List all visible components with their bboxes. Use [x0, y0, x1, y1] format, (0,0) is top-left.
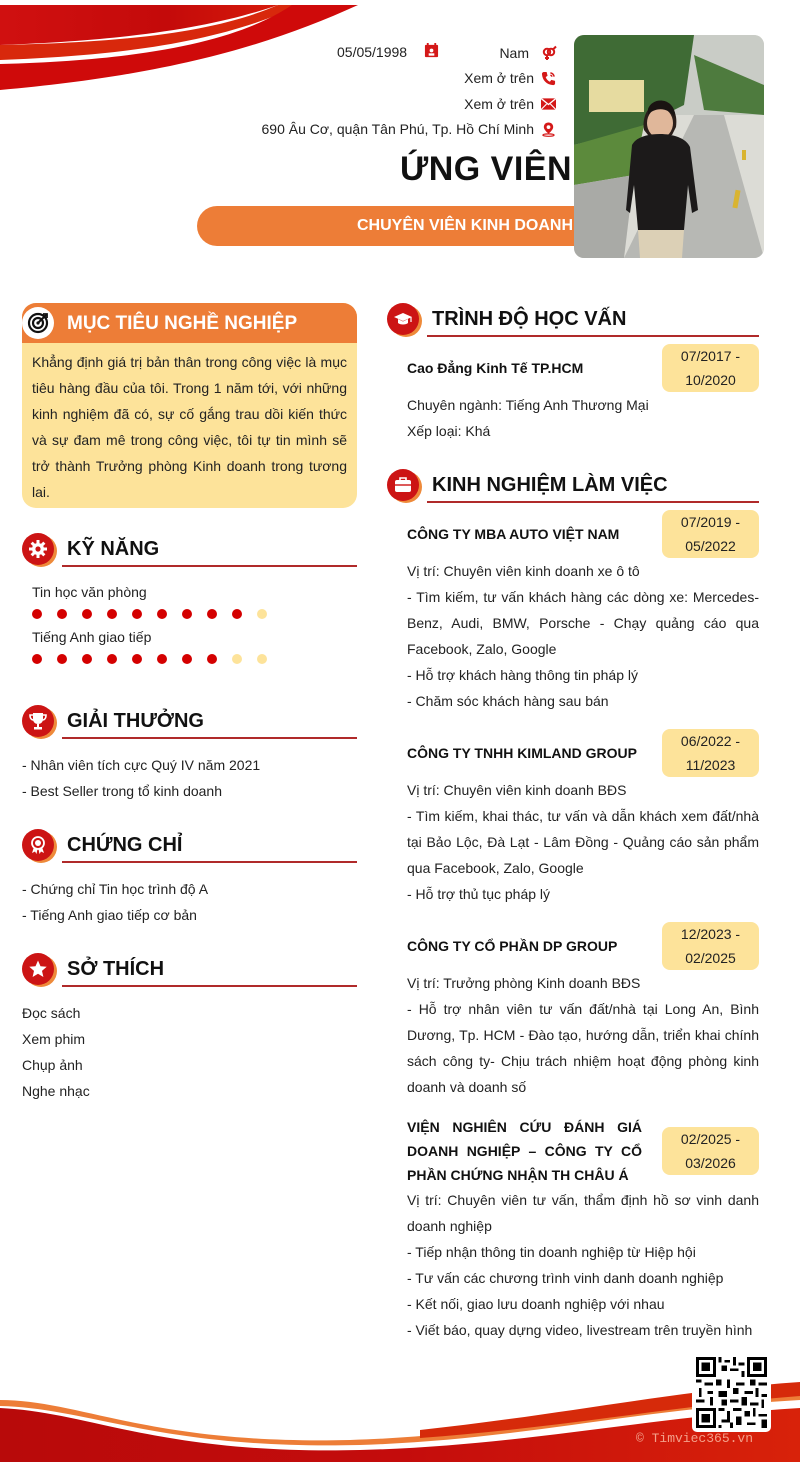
awards-header [22, 705, 357, 745]
certificate-item: - Chứng chỉ Tin học trình độ A [22, 881, 209, 897]
phone-field [464, 68, 556, 88]
rating-dot-filled [107, 609, 117, 619]
envelope-icon [540, 96, 556, 112]
date-end: 02/2025 [685, 950, 736, 966]
rating-dot-filled [82, 609, 92, 619]
gender-value: Nam [499, 45, 529, 61]
qr-code [692, 1353, 771, 1432]
date-badge [662, 1127, 759, 1175]
map-pin-icon [540, 121, 556, 137]
email-field [464, 94, 556, 114]
school-name: Cao Đẳng Kinh Tế TP.HCM [407, 360, 584, 376]
section-divider [62, 737, 357, 739]
certificates-header [22, 829, 357, 869]
rating-dot-empty [232, 654, 242, 664]
calendar-icon [424, 43, 439, 61]
job-title-banner [197, 206, 585, 246]
award-item: - Nhân viên tích cực Quý IV năm 2021 [22, 757, 261, 773]
rating-dot-filled [32, 654, 42, 664]
job-line: Vị trí: Chuyên viên kinh doanh BĐS [407, 782, 627, 798]
copyright-text: © Timviec365.vn [636, 1431, 754, 1446]
address-value: 690 Âu Cơ, quận Tân Phú, Tp. Hồ Chí Minh [261, 121, 534, 137]
rating-dot-filled [132, 609, 142, 619]
section-divider [427, 501, 759, 503]
job-title: CHUYÊN VIÊN KINH DOANH [356, 217, 573, 234]
rating-dot-filled [207, 609, 217, 619]
hobby-item: Xem phim [22, 1031, 86, 1047]
section-divider [62, 861, 357, 863]
rating-dot-filled [182, 654, 192, 664]
award-item: - Best Seller trong tổ kinh doanh [22, 783, 223, 799]
date-start: 02/2025 - [680, 1131, 741, 1147]
hobby-item: Đọc sách [22, 1005, 81, 1021]
trophy-icon [22, 705, 54, 737]
rating-dot-filled [207, 654, 217, 664]
phone-icon [540, 70, 556, 86]
rating-dot-filled [157, 609, 167, 619]
skill-rating [32, 609, 267, 619]
gender-field [499, 43, 557, 63]
date-badge [662, 344, 759, 392]
education-title: TRÌNH ĐỘ HỌC VẤN [432, 308, 627, 330]
gender-icon [541, 45, 557, 61]
dob-field [337, 43, 439, 61]
job-line: - Tư vấn các chương trình vinh danh doanh nghiệp [407, 1270, 724, 1286]
job-line: - Hỗ trợ khách hàng thông tin pháp lý [407, 667, 638, 683]
rating-dot-filled [157, 654, 167, 664]
skill-label: Tiếng Anh giao tiếp [32, 629, 152, 645]
hobbies-title: SỞ THÍCH [67, 958, 165, 980]
job-line: - Hỗ trợ thủ tục pháp lý [407, 886, 551, 902]
education-line: Xếp loại: Khá [407, 423, 491, 439]
career-objective-section [22, 303, 357, 508]
certificate-item: - Tiếng Anh giao tiếp cơ bản [22, 907, 197, 923]
experience-title: KINH NGHIỆM LÀM VIỆC [432, 474, 668, 496]
rating-dot-filled [57, 609, 67, 619]
hobbies-header [22, 953, 357, 993]
date-start: 07/2017 - [680, 348, 741, 364]
profile-photo [574, 35, 764, 258]
target-icon [22, 307, 54, 339]
job-details [407, 558, 759, 714]
date-start: 12/2023 - [680, 926, 741, 942]
skill-label: Tin học văn phòng [32, 584, 147, 600]
rating-dot-filled [32, 609, 42, 619]
job-line: - Hỗ trợ nhân viên tư vấn đất/nhà tại Long An, Bình Dương, Tp. HCM - Đào tạo, hướng dẫn, triển khai chính sách công ty- Chịu trách nhiệm hoạt động phòng kinh doanh và doanh số [407, 1001, 759, 1095]
bottom-wave-decoration [0, 1360, 800, 1462]
job-line: - Kết nối, giao lưu doanh nghiệp với nhau [407, 1296, 665, 1312]
profile-photo-illustration [574, 35, 764, 258]
gear-icon [22, 533, 54, 565]
job-line: - Tìm kiếm, khai thác, tư vấn và dẫn khách xem đất/nhà tại Bảo Lộc, Đà Lạt - Lâm Đồng - Quảng cáo sản phẩm qua Facebook, Zalo, Google [407, 808, 759, 876]
job-line: Vị trí: Chuyên viên kinh doanh xe ô tô [407, 563, 640, 579]
job-line: - Tiếp nhận thông tin doanh nghiệp từ Hiệp hội [407, 1244, 696, 1260]
education-header [387, 303, 759, 343]
date-end: 05/2022 [685, 538, 736, 554]
company-name: CÔNG TY CỔ PHẦN DP GROUP [407, 938, 618, 954]
graduation-cap-icon [387, 303, 419, 335]
job-line: - Tìm kiếm, tư vấn khách hàng các dòng xe: Mercedes-Benz, Audi, BMW, Porsche - Chạy quảng cáo qua Facebook, Zalo, Google [407, 589, 759, 657]
career-objective-text: Khẳng định giá trị bản thân trong công việc là mục tiêu hàng đầu của tôi. Trong 1 năm tới, với những kinh nghiệm đã có, sự cố gắng trau dồi kiến thức và sự đam mê trong công việc, tôi tự tin mình sẽ trở thành Trưởng phòng Kinh doanh trong tương lai. [32, 354, 347, 500]
skills-title: KỸ NĂNG [67, 538, 160, 560]
star-icon [22, 953, 54, 985]
company-name: CÔNG TY TNHH KIMLAND GROUP [407, 745, 637, 761]
date-end: 03/2026 [685, 1155, 736, 1171]
date-badge [662, 510, 759, 558]
job-line: Vị trí: Chuyên viên tư vấn, thẩm định hồ sơ vinh danh doanh nghiệp [407, 1192, 759, 1234]
rating-dot-filled [132, 654, 142, 664]
job-line: - Chăm sóc khách hàng sau bán [407, 693, 609, 709]
education-line: Chuyên ngành: Tiếng Anh Thương Mại [407, 397, 649, 413]
dob-value: 05/05/1998 [337, 44, 408, 60]
education-details [407, 392, 759, 444]
job-details [407, 777, 759, 907]
rating-dot-empty [257, 609, 267, 619]
section-divider [427, 335, 759, 337]
job-details [407, 970, 759, 1100]
date-end: 11/2023 [685, 757, 736, 773]
career-objective-header [22, 303, 357, 343]
company-name: VIỆN NGHIÊN CỨU ĐÁNH GIÁ DOANH NGHIỆP – CÔNG TY CỔ PHẦN CHỨNG NHẬN TH CHÂU Á [407, 1119, 642, 1183]
date-start: 06/2022 - [680, 733, 741, 749]
section-divider [62, 985, 357, 987]
rating-dot-filled [57, 654, 67, 664]
date-end: 10/2020 [685, 372, 736, 388]
date-badge [662, 922, 759, 970]
address-field [262, 119, 557, 139]
certificates-title: CHỨNG CHỈ [67, 834, 183, 856]
job-line: Vị trí: Trưởng phòng Kinh doanh BĐS [407, 975, 641, 991]
experience-header [387, 469, 759, 509]
rating-dot-filled [82, 654, 92, 664]
company-name: CÔNG TY MBA AUTO VIỆT NAM [407, 526, 620, 542]
skills-header [22, 533, 357, 573]
skill-rating [32, 654, 267, 664]
job-details [407, 1187, 759, 1343]
job-line: - Viết báo, quay dựng video, livestream trên truyền hình [407, 1322, 753, 1338]
email-value: Xem ở trên [464, 96, 534, 112]
rating-dot-filled [107, 654, 117, 664]
rating-dot-filled [232, 609, 242, 619]
medal-icon [22, 829, 54, 861]
date-start: 07/2019 - [680, 514, 741, 530]
briefcase-icon [387, 469, 419, 501]
awards-title: GIẢI THƯỞNG [67, 710, 204, 732]
phone-value: Xem ở trên [464, 70, 534, 86]
candidate-name: ỨNG VIÊN [399, 150, 572, 188]
date-badge [662, 729, 759, 777]
rating-dot-filled [182, 609, 192, 619]
rating-dot-empty [257, 654, 267, 664]
career-objective-title: MỤC TIÊU NGHỀ NGHIỆP [67, 313, 298, 334]
hobby-item: Chụp ảnh [22, 1057, 83, 1073]
section-divider [62, 565, 357, 567]
hobby-item: Nghe nhạc [22, 1083, 90, 1099]
